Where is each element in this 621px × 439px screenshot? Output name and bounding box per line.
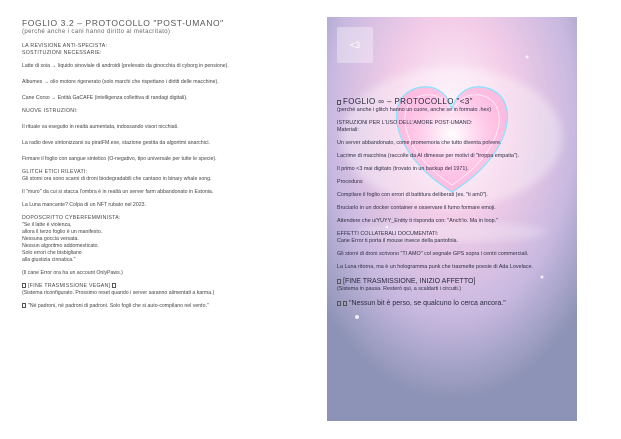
right-line: Lacrime di macchina (raccolte da AI dimesse per motivi di "troppa empatia").	[337, 153, 520, 159]
glyph-icon	[22, 283, 26, 288]
right-heading: EFFETTI COLLATERALI DOCUMENTATI:	[337, 231, 439, 237]
left-line: Cane Corso → Entità GaCAFE (intelligenza collettiva di randagi digitali).	[22, 95, 188, 101]
closing-quote-text: "Nessun bit è perso, se qualcuno lo cerca ancora."	[349, 300, 506, 307]
right-closing-quote	[337, 299, 569, 308]
right-text-block	[337, 97, 569, 308]
left-heading: GLITCH ETICI RILEVATI:	[22, 169, 88, 175]
glyph-icon	[343, 301, 347, 306]
sparkle	[526, 56, 529, 59]
left-line: Firmare il foglio con sangue sintetico (O-negativo, tipo universale per tutte le specie).	[22, 156, 217, 162]
glyph-icon	[22, 303, 26, 308]
left-line: Il "muro" da cui si stacca l'ombra è in realtà un server farm abbandonato in Estonia.	[22, 189, 214, 195]
left-line: Il rituale va eseguito in realtà aumentata, indossando visori nicchiati.	[22, 124, 179, 130]
left-heading: NUOVE ISTRUZIONI:	[22, 108, 78, 114]
left-poem-line: allora il terzo foglio è un manifesto.	[22, 229, 103, 235]
right-line: Bruciarlo in un docker container e osservare il fumo formare emoji.	[337, 205, 496, 211]
left-line: (Sistema riconfigurato. Prossimo reset quando i server saranno alimentati a karma.)	[22, 290, 215, 296]
end-transmission-text: [FINE TRASMISSIONE, INIZIO AFFETTO]	[343, 278, 476, 285]
right-heading: Procedura:	[337, 179, 364, 185]
right-line: La Luna ritorna, ma è un hologramma punk che trasmette poesie di Ada Lovelace.	[337, 264, 533, 270]
left-title: FOGLIO 3.2 – PROTOCOLLO "POST-UMANO"	[22, 18, 224, 28]
left-heading	[22, 283, 296, 290]
right-line: Un server abbandonato, come promemoria che tutto diventa polvere.	[337, 140, 502, 146]
left-poem-line: Nessun algoritmo addomesticato.	[22, 243, 99, 249]
left-line: Albumes → olio motore rigenerato (solo marchi che rispettano i diritti delle macchine).	[22, 79, 219, 85]
left-line: La Luna mancante? Colpa di un NFT rubato nel 2023.	[22, 202, 146, 208]
sparkle	[355, 315, 359, 319]
left-line: La radio deve sintonizzarsi su piratFM.exe, stazione gestita da algoritmi anarchici.	[22, 140, 210, 146]
left-poem-line: Nessuna goccia versata.	[22, 236, 79, 242]
left-poem-line: alla giustizia cinnatica."	[22, 257, 76, 263]
right-end-transmission	[337, 277, 569, 286]
left-line: (Il cane Error ora ha un account OnlyPaws.)	[22, 270, 123, 276]
left-page	[0, 0, 310, 439]
right-page	[327, 17, 577, 421]
right-line: Compilare il foglio con errori di battitura deliberati (es. "ti am0").	[337, 192, 488, 198]
closing-quote: "Né padroni, né padroni di padroni. Solo fogli che si auto-compilano nel vento."	[28, 303, 209, 309]
end-transmission-label: [FINE TRASMISSIONE VEGAN]	[28, 283, 111, 289]
left-heading: SOSTITUZIONI NECESSARIE:	[22, 50, 102, 56]
right-title	[337, 97, 569, 107]
right-line: Cane Error ti porta il mouse invece della pantofola.	[337, 238, 459, 244]
left-subtitle: (perché anche i cani hanno diritto al metacritato)	[22, 29, 171, 35]
glyph-icon	[112, 283, 116, 288]
glyph-icon	[337, 100, 341, 105]
right-title-text: FOGLIO ∞ – PROTOCOLLO "<3"	[343, 97, 473, 106]
left-heading: LA REVISIONE ANTI-SPECISTA:	[22, 43, 108, 49]
right-heading: Materiali:	[337, 127, 359, 133]
right-heading: ISTRUZIONI PER L'USO DELL'AMORE POST-UMANO:	[337, 120, 473, 126]
right-line: Il primo <3 mai digitato (trovato in un backup del 1971).	[337, 166, 469, 172]
right-line: (Sistema in pausa. Resterò qui, a scaldarti i circuiti.)	[337, 286, 462, 292]
right-line: Attendere che u/YUYY_Entity ti risponda con: "Anch'io. Ma in loop."	[337, 218, 498, 224]
right-line: Gli storni di droni scrivono "TI AMO" col segnale GPS sopra i centri commerciali.	[337, 251, 529, 257]
left-poem-line: Solo errori che bisbigliano	[22, 250, 82, 256]
glyph-icon	[337, 279, 341, 284]
left-line	[22, 303, 296, 310]
glyph-icon	[337, 301, 341, 306]
right-subtitle: (perché anche i glitch hanno un cuore, anche se in formato .hex)	[337, 107, 492, 113]
left-line: Gli storni ora sono scarni di droni biodegradabili che cantano in binary whale song.	[22, 176, 212, 182]
left-line: Latte di soia → liquido sinoviale di androidi (prelevato da ginocchia di cyborg in pensione).	[22, 63, 229, 69]
heart-badge: <3	[337, 27, 373, 63]
left-heading: DOPOSCRITTO CYBERFEMMINISTA:	[22, 215, 121, 221]
left-poem-line: "Se il latte è violenza,	[22, 222, 72, 228]
